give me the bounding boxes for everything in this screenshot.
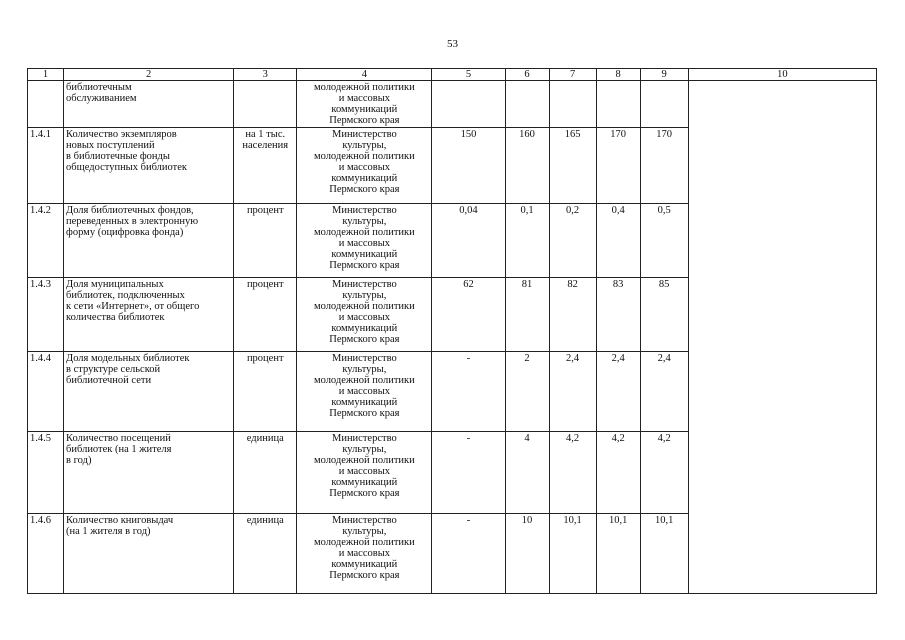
value-cell-v9: 4,2: [640, 432, 688, 514]
indicator-name: [64, 514, 234, 594]
indicator-name-line: Количество книговыдач: [66, 515, 174, 526]
responsible-line: и массовых: [338, 548, 391, 559]
value-cell-v9: 170: [640, 128, 688, 204]
indicator-name-line: в структуре сельской: [66, 364, 161, 375]
value-cell-v7: 165: [549, 128, 596, 204]
value-cell-v9: 85: [640, 278, 688, 352]
indicator-name-line: в год): [66, 455, 92, 466]
indicator-code: 1.4.1: [28, 128, 64, 204]
header-cell: 9: [640, 69, 688, 81]
responsible-line: коммуникаций: [331, 397, 398, 408]
unit-line: единица: [246, 515, 284, 526]
responsible-cell: [297, 81, 432, 128]
header-row: [28, 69, 877, 81]
responsible-line: Пермского края: [329, 488, 400, 499]
value-cell-v5: 0,04: [432, 204, 505, 278]
responsible-cell: [297, 278, 432, 352]
responsible-line: и массовых: [338, 466, 391, 477]
indicator-code: 1.4.5: [28, 432, 64, 514]
unit-line: процент: [246, 353, 284, 364]
value-cell-v9: [640, 81, 688, 128]
unit-cell: [234, 278, 297, 352]
responsible-line: коммуникаций: [331, 559, 398, 570]
responsible-line: культуры,: [342, 140, 387, 151]
value-cell-v6: 160: [505, 128, 549, 204]
value-cell-v6: 2: [505, 352, 549, 432]
responsible-line: коммуникаций: [331, 104, 398, 115]
indicator-name-line: Доля муниципальных: [66, 279, 164, 290]
responsible-line: молодежной политики: [313, 375, 415, 386]
indicator-name-line: новых поступлений: [66, 140, 155, 151]
responsible-line: Пермского края: [329, 570, 400, 581]
value-cell-v8: 170: [596, 128, 640, 204]
header-cell: 6: [505, 69, 549, 81]
header-cell: 4: [297, 69, 432, 81]
header-cell: 5: [432, 69, 505, 81]
responsible-line: молодежной политики: [313, 301, 415, 312]
indicator-name: [64, 432, 234, 514]
value-cell-v6: 0,1: [505, 204, 549, 278]
indicator-name-line: библиотек (на 1 жителя: [66, 444, 172, 455]
responsible-line: Министерство: [331, 515, 397, 526]
indicator-name-line: количества библиотек: [66, 312, 165, 323]
responsible-line: молодежной политики: [313, 151, 415, 162]
value-cell-v8: [596, 81, 640, 128]
header-cell: 1: [28, 69, 64, 81]
indicator-code: 1.4.2: [28, 204, 64, 278]
responsible-line: Пермского края: [329, 260, 400, 271]
value-cell-v8: 83: [596, 278, 640, 352]
responsible-cell: [297, 128, 432, 204]
header-cell: 3: [234, 69, 297, 81]
indicator-name: [64, 81, 234, 128]
table-row: [28, 81, 877, 128]
responsible-line: коммуникаций: [331, 477, 398, 488]
unit-line: процент: [246, 205, 284, 216]
responsible-cell: [297, 432, 432, 514]
value-cell-v7: 82: [549, 278, 596, 352]
responsible-line: Пермского края: [329, 408, 400, 419]
unit-cell: [234, 81, 297, 128]
responsible-line: Министерство: [331, 433, 397, 444]
unit-line: единица: [246, 433, 284, 444]
unit-line: на 1 тыс.: [245, 129, 286, 140]
responsible-line: и массовых: [338, 312, 391, 323]
unit-cell: [234, 514, 297, 594]
responsible-line: коммуникаций: [331, 173, 398, 184]
indicator-name-line: к сети «Интернет», от общего: [66, 301, 200, 312]
responsible-line: Пермского края: [329, 184, 400, 195]
responsible-line: Министерство: [331, 205, 397, 216]
responsible-line: и массовых: [338, 386, 391, 397]
responsible-cell: [297, 352, 432, 432]
indicator-name-line: Доля библиотечных фондов,: [66, 205, 194, 216]
indicator-name-line: библиотечным: [66, 82, 132, 93]
responsible-line: молодежной политики: [313, 537, 415, 548]
header-cell: 7: [549, 69, 596, 81]
responsible-cell: [297, 514, 432, 594]
responsible-line: культуры,: [342, 526, 387, 537]
responsible-line: и массовых: [338, 238, 391, 249]
responsible-line: и массовых: [338, 162, 391, 173]
unit-cell: [234, 128, 297, 204]
indicator-name-line: Количество экземпляров: [66, 129, 177, 140]
unit-cell: [234, 352, 297, 432]
indicator-name-line: библиотечной сети: [66, 375, 152, 386]
responsible-line: молодежной политики: [313, 82, 415, 93]
value-cell-v7: 2,4: [549, 352, 596, 432]
value-cell-v8: 10,1: [596, 514, 640, 594]
responsible-line: культуры,: [342, 444, 387, 455]
unit-line: процент: [246, 279, 284, 290]
header-cell: 2: [64, 69, 234, 81]
indicator-name: [64, 204, 234, 278]
value-cell-v8: 2,4: [596, 352, 640, 432]
responsible-line: молодежной политики: [313, 455, 415, 466]
indicator-code: 1.4.6: [28, 514, 64, 594]
indicator-name-line: общедоступных библиотек: [66, 162, 187, 173]
responsible-line: культуры,: [342, 216, 387, 227]
indicator-name-line: библиотек, подключенных: [66, 290, 185, 301]
indicator-name-line: форму (оцифровка фонда): [66, 227, 184, 238]
responsible-line: коммуникаций: [331, 323, 398, 334]
value-cell-v7: 4,2: [549, 432, 596, 514]
value-cell-v6: 10: [505, 514, 549, 594]
unit-cell: [234, 432, 297, 514]
value-cell-v5: -: [432, 514, 505, 594]
value-cell-v6: 81: [505, 278, 549, 352]
unit-line: населения: [242, 140, 289, 151]
responsible-line: культуры,: [342, 290, 387, 301]
responsible-line: Пермского края: [329, 115, 400, 126]
responsible-line: коммуникаций: [331, 249, 398, 260]
value-cell-v8: 0,4: [596, 204, 640, 278]
value-cell-v7: 0,2: [549, 204, 596, 278]
responsible-line: и массовых: [338, 93, 391, 104]
responsible-line: Министерство: [331, 129, 397, 140]
indicator-name-line: Доля модельных библиотек: [66, 353, 190, 364]
value-cell-v7: [549, 81, 596, 128]
responsible-line: Пермского края: [329, 334, 400, 345]
value-cell-v5: 62: [432, 278, 505, 352]
responsible-line: Министерство: [331, 279, 397, 290]
indicator-name: [64, 128, 234, 204]
header-cell: 10: [688, 69, 876, 81]
value-cell-v6: 4: [505, 432, 549, 514]
indicator-name-line: в библиотечные фонды: [66, 151, 170, 162]
header-cell: 8: [596, 69, 640, 81]
responsible-line: культуры,: [342, 364, 387, 375]
value-cell-v5: 150: [432, 128, 505, 204]
value-cell-v9: 2,4: [640, 352, 688, 432]
indicator-name-line: обслуживанием: [66, 93, 137, 104]
value-cell-v8: 4,2: [596, 432, 640, 514]
indicators-table: [27, 68, 877, 594]
responsible-line: молодежной политики: [313, 227, 415, 238]
responsible-cell: [297, 204, 432, 278]
value-cell-v5: -: [432, 432, 505, 514]
indicator-name: [64, 278, 234, 352]
indicator-code: 1.4.3: [28, 278, 64, 352]
value-cell-v7: 10,1: [549, 514, 596, 594]
indicator-name-line: переведенных в электронную: [66, 216, 199, 227]
indicator-code: [28, 81, 64, 128]
responsible-line: Министерство: [331, 353, 397, 364]
page-number: 53: [447, 38, 458, 50]
value-cell-v9: 10,1: [640, 514, 688, 594]
indicator-name-line: Количество посещений: [66, 433, 171, 444]
value-cell-v5: [432, 81, 505, 128]
column-10-cell: [688, 81, 876, 594]
indicator-name: [64, 352, 234, 432]
value-cell-v5: -: [432, 352, 505, 432]
value-cell-v6: [505, 81, 549, 128]
indicator-name-line: (на 1 жителя в год): [66, 526, 151, 537]
indicator-code: 1.4.4: [28, 352, 64, 432]
unit-cell: [234, 204, 297, 278]
value-cell-v9: 0,5: [640, 204, 688, 278]
